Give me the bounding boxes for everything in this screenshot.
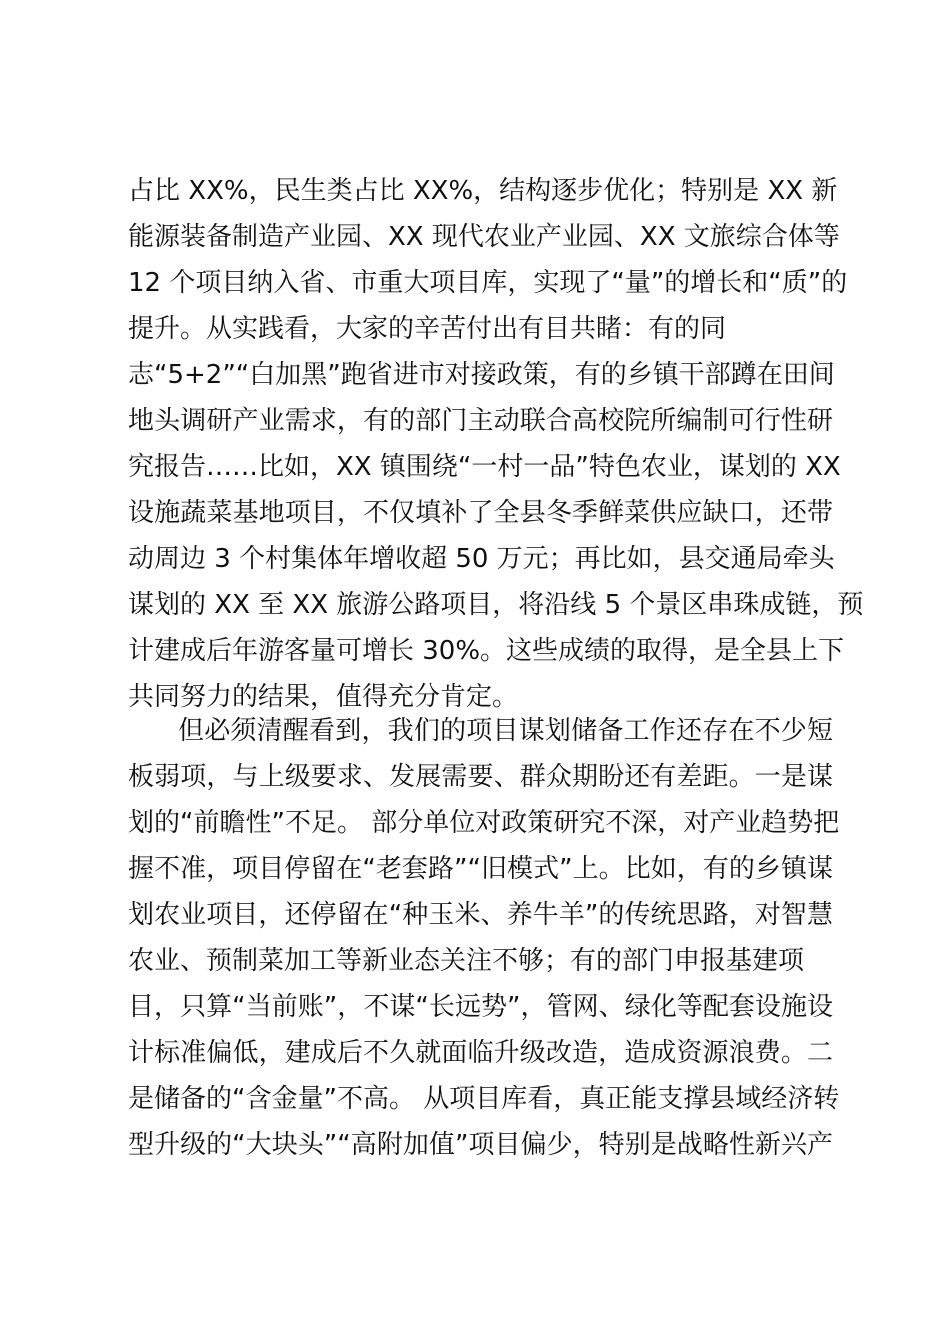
text-line: 划农业项目，还停留在“种玉米、养牛羊”的传统思路，对智慧	[128, 900, 833, 930]
text-line: 12 个项目纳入省、市重大项目库，实现了“量”的增长和“质”的	[128, 268, 848, 298]
text-line: 设施蔬菜基地项目，不仅填补了全县冬季鲜菜供应缺口，还带	[128, 498, 833, 528]
text-line: 计标准偏低，建成后不久就面临升级改造，造成资源浪费。二	[128, 1038, 833, 1068]
text-line: 型升级的“大块头”“高附加值”项目偏少，特别是战略性新兴产	[128, 1130, 833, 1160]
text-line: 共同努力的结果，值得充分肯定。	[128, 682, 519, 712]
text-line: 但必须清醒看到，我们的项目谋划储备工作还存在不少短	[178, 716, 833, 746]
text-line: 握不准，项目停留在“老套路”“旧模式”上。比如，有的乡镇谋	[128, 854, 833, 884]
text-line: 划的“前瞻性”不足。 部分单位对政策研究不深，对产业趋势把	[128, 808, 840, 838]
text-line: 志“5+2”“白加黑”跑省进市对接政策，有的乡镇干部蹲在田间	[128, 360, 835, 390]
text-line: 板弱项，与上级要求、发展需要、群众期盼还有差距。一是谋	[128, 762, 833, 792]
text-line: 农业、预制菜加工等新业态关注不够；有的部门申报基建项	[128, 946, 805, 976]
text-line: 目，只算“当前账”，不谋“长远势”，管网、绿化等配套设施设	[128, 992, 833, 1022]
text-line: 提升。从实践看，大家的辛苦付出有目共睹：有的同	[128, 314, 727, 344]
text-line: 地头调研产业需求，有的部门主动联合高校院所编制可行性研	[128, 406, 833, 436]
text-line: 是储备的“含金量”不高。 从项目库看，真正能支撑县域经济转	[128, 1084, 840, 1114]
text-line: 计建成后年游客量可增长 30%。这些成绩的取得，是全县上下	[128, 636, 845, 666]
text-line: 究报告……比如，XX 镇围绕“一村一品”特色农业，谋划的 XX	[128, 452, 841, 482]
text-line: 谋划的 XX 至 XX 旅游公路项目，将沿线 5 个景区串珠成链，预	[128, 590, 864, 620]
text-line: 动周边 3 个村集体年增收超 50 万元；再比如，县交通局牵头	[128, 544, 835, 574]
text-line: 占比 XX%，民生类占比 XX%，结构逐步优化；特别是 XX 新	[128, 176, 838, 206]
text-line: 能源装备制造产业园、XX 现代农业产业园、XX 文旅综合体等	[128, 222, 840, 252]
paragraph-block-2	[128, 708, 840, 1168]
paragraph-block-1	[128, 168, 864, 720]
